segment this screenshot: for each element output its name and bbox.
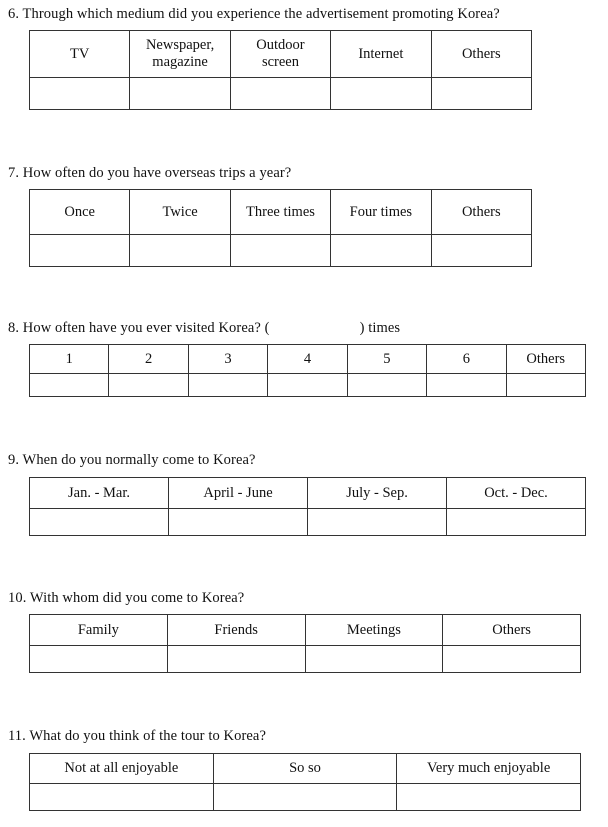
question-6: 6. Through which medium did you experience the advertisement promoting Korea? [8,6,500,22]
option-july-sep: July - Sep. [308,478,447,509]
answer-cell[interactable] [308,509,447,536]
option-family: Family [30,615,168,646]
answer-cell[interactable] [427,374,506,397]
question-7-table [29,189,532,267]
option-3: 3 [188,345,267,374]
option-others: Others [443,615,581,646]
option-not-at-all-enjoyable: Not at all enjoyable [30,754,214,784]
option-others: Others [431,190,531,235]
option-three-times: Three times [230,190,330,235]
option-newspaper-magazine: Newspaper, magazine [130,31,230,78]
answer-cell[interactable] [169,509,308,536]
option-so-so: So so [213,754,397,784]
option-4: 4 [268,345,347,374]
question-8 [8,320,400,337]
answer-cell[interactable] [188,374,267,397]
answer-cell[interactable] [331,235,431,267]
option-2: 2 [109,345,188,374]
answer-cell[interactable] [347,374,426,397]
option-jan-mar: Jan. - Mar. [30,478,169,509]
answer-cell[interactable] [30,374,109,397]
question-9: 9. When do you normally come to Korea? [8,452,256,468]
answer-cell[interactable] [431,78,531,110]
answer-cell[interactable] [109,374,188,397]
option-internet: Internet [331,31,431,78]
question-8-prefix: 8. How often have you ever visited Korea? ( [8,320,270,336]
answer-cell[interactable] [230,78,330,110]
answer-cell[interactable] [213,784,397,811]
option-others: Others [431,31,531,78]
answer-cell[interactable] [443,646,581,673]
answer-cell[interactable] [331,78,431,110]
option-very-much-enjoyable: Very much enjoyable [397,754,581,784]
answer-cell[interactable] [268,374,347,397]
answer-cell[interactable] [447,509,586,536]
answer-cell[interactable] [397,784,581,811]
option-friends: Friends [167,615,305,646]
option-6: 6 [427,345,506,374]
question-8-table [29,344,586,397]
answer-cell[interactable] [305,646,443,673]
answer-cell[interactable] [431,235,531,267]
question-10: 10. With whom did you come to Korea? [8,590,245,606]
option-oct-dec: Oct. - Dec. [447,478,586,509]
option-1: 1 [30,345,109,374]
option-5: 5 [347,345,426,374]
answer-cell[interactable] [30,78,130,110]
answer-cell[interactable] [130,78,230,110]
question-6-table [29,30,532,110]
answer-cell[interactable] [30,646,168,673]
question-10-table [29,614,581,673]
answer-cell[interactable] [30,784,214,811]
question-7: 7. How often do you have overseas trips a year? [8,165,292,181]
answer-cell[interactable] [30,235,130,267]
option-april-june: April - June [169,478,308,509]
answer-cell[interactable] [167,646,305,673]
option-meetings: Meetings [305,615,443,646]
question-9-table [29,477,586,536]
answer-cell[interactable] [506,374,585,397]
answer-cell[interactable] [30,509,169,536]
question-8-suffix: ) times [359,320,401,336]
option-outdoor-screen: Outdoor screen [230,31,330,78]
question-11-table [29,753,581,811]
answer-cell[interactable] [230,235,330,267]
option-others: Others [506,345,585,374]
question-11: 11. What do you think of the tour to Korea? [8,728,266,744]
option-twice: Twice [130,190,230,235]
option-four-times: Four times [331,190,431,235]
answer-cell[interactable] [130,235,230,267]
option-once: Once [30,190,130,235]
option-tv: TV [30,31,130,78]
